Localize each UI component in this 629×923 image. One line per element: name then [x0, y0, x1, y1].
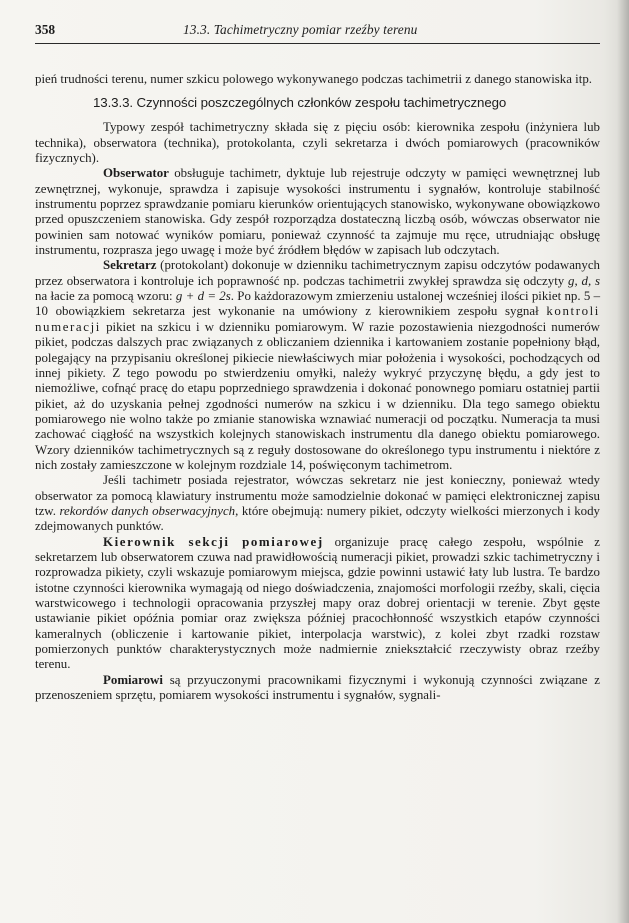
paragraph-team: Typowy zespół tachimetryczny składa się z pięciu osób: kierownika zespołu (inżyniera lub technika), obserwatora (technika), protokolanta, czyli sekretarza i dwóch pomiarowych (pracowników fizycznych).	[35, 120, 600, 166]
paragraph-observer	[35, 166, 600, 258]
term-secretary: Sekretarz	[103, 258, 157, 273]
data-records-term: rekordów danych obserwacyjnych	[59, 503, 236, 518]
running-title: 13.3. Tachimetryczny pomiar rzeźby terenu	[183, 22, 418, 37]
reading-variables: g, d, s	[568, 273, 600, 288]
term-section-leader: Kierownik sekcji pomiarowej	[103, 534, 324, 549]
page-body	[35, 72, 600, 703]
recorder-text-b: , które obejmują: numery pikiet, odczyty wielkości mierzonych i kody zdejmowanych punktów.	[35, 503, 600, 534]
paragraph-rodmen	[35, 673, 600, 704]
section-heading: 13.3.3. Czynności poszczególnych członków zespołu tachimetrycznego	[93, 95, 507, 111]
section-leader-text: organizuje pracę całego zespołu, wspólnie z sekretarzem lub obserwatorem czuwa nad prawidłowością numeracji pikiet, prowadzi szkic tachimetryczny i rozprowadza pikiety, czyli wskazuje pomiarowym miejsca, gdzie powinni ustawić łaty lub lustra. Te bardzo istotne czynności kierownika wymagają od niego doświadczenia, znajomości morfologii rzeźby, skali, cięcia warstwicowego i technologii opracowania przyszłej mapy oraz dobrej orientacji w terenie. Zbyt gęste ustawianie pikiet opóźnia pomiar oraz zwiększa później pracochłonność wszystkich etapów czynności kameralnych (obliczenie i kartowanie pikiet, interpolacja warstwic), z kolei zbyt rzadki rozstaw pomierzonych punktów charakterystycznych może nadmiernie zniekształcić rzeczywisty obraz rzeźby terenu.	[35, 534, 600, 672]
secretary-text-d: pikiet na szkicu i w dzienniku pomiarowym. W razie pozostawienia niezgodności numerów pikiet, podczas dalszych prac związanych z obliczaniem dziennika i kartowaniem zostanie popełniony błąd, polegający na przypisaniu określonej pikiecie niewłaściwych miar położenia i wysokości, pochodzących od innej pikiety. Z tego powodu po stwierdzeniu omyłki, należy wykryć przyczynę błędu, a gdy jest to niemożliwe, cofnąć pracę do etapu poprzedniego sprawdzenia i dokonać ponownego pomiaru ostatniej partii pikiet, aż do uzyskania pełnej zgodności numerów na szkicu i w dzienniku. Dla tego samego obiektu pomiarowego nie wolno także po zmianie stanowiska wznawiać numeracji od początku. Numeracja ta musi zachować ciągłość na wszystkich kolejnych stanowiskach instrumentu dla danego obiektu pomiarowego. Wzory dzienników tachimetrycznych są z reguły dostosowane do określonego typu instrumentu i niektóre z nich zostały zamieszczone w kolejnym rozdziale 14, poświęconym tachimetrom.	[35, 319, 600, 472]
paragraph-secretary	[35, 258, 600, 473]
paragraph-section-leader	[35, 535, 600, 673]
recorder-text-a: Jeśli tachimetr posiada rejestrator, wówczas sekretarz nie jest konieczny, ponieważ wtedy obserwator za pomocą klawiatury instrumentu może samodzielnie dokonać w pamięci elektronicznej zapisu tzw.	[35, 473, 600, 518]
rodmen-text: są przyuczonymi pracownikami fizycznymi i wykonują czynności związane z przenoszeniem sprzętu, pomiarem wysokości instrumentu i sygnałów, sygnali-	[35, 672, 600, 703]
header-rule	[35, 43, 600, 44]
check-formula: g + d = 2s	[175, 289, 231, 304]
page-edge-shadow	[617, 0, 629, 923]
secretary-text-b: na łacie za pomocą wzoru:	[35, 289, 176, 304]
secretary-text-c: . Po każdorazowym zmierzeniu ustalonej wcześniej ilości pikiet np. 5 – 10 obowiązkiem sekretarza jest wykonanie na umówiony z kierownikiem zespołu sygnał	[35, 289, 601, 319]
page-header	[35, 22, 600, 42]
term-rodmen: Pomiarowi	[103, 672, 163, 687]
secretary-text-a: (protokolant) dokonuje w dzienniku tachimetrycznym zapisu odczytów podawanych przez obserwatora i kontroluje ich poprawność np. podczas tachimetrii zwykłej sprawdza się odczyty	[35, 258, 600, 288]
page-number: 358	[35, 22, 56, 37]
term-observer: Obserwator	[103, 166, 169, 181]
paragraph-recorder	[35, 473, 600, 534]
intro-paragraph: pień trudności terenu, numer szkicu polowego wykonywanego podczas tachimetrii z danego stanowiska itp.	[35, 72, 593, 86]
observer-text: obsługuje tachimetr, dyktuje lub rejestruje odczyty w pamięci wewnętrznej lub zewnętrznej, wykonuje, sprawdza i zapisuje wysokości instrumentu i sygnałów, kontroluje stabilność instrumentu poprzez sprawdzanie pomiaru kierunków orientujących stanowisko, wykonywane obowiązkowo przed opuszczeniem stanowiska. Gdy zespół rozporządza dostateczną liczbą osób, wówczas obserwator nie powinien sam notować wyników pomiaru, ponieważ czynność ta zajmuje mu ręce, utrudniając obsługę instrumentu, rozprasza jego uwagę i może być źródłem błędów w zapisach lub odczytach.	[35, 166, 600, 258]
numbering-check-term: kontroli numeracji	[35, 304, 600, 334]
